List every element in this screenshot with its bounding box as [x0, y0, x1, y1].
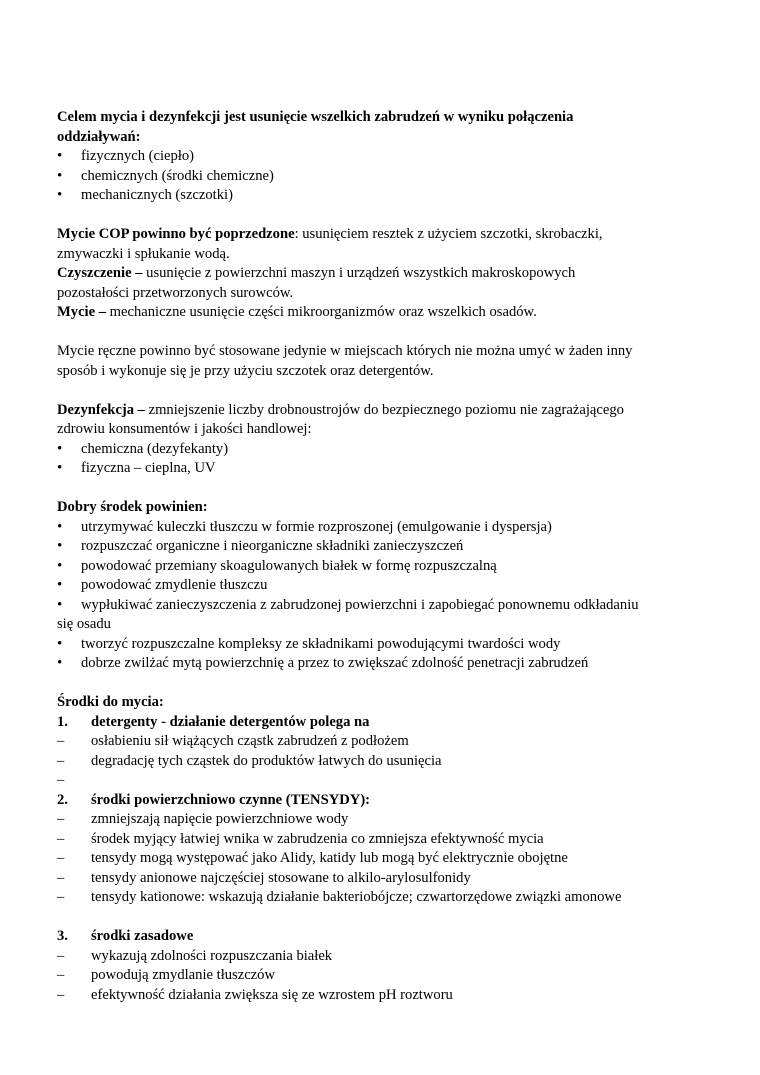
dash-item: – tensydy kationowe: wskazują działanie bakteriobójcze; czwartorzędowe związki amonowe — [57, 888, 709, 908]
numbered-heading — [57, 927, 709, 947]
dash-item: – degradację tych cząstek do produktów łatwych do usunięcia — [57, 752, 709, 772]
dobry-heading: Dobry środek powinien: — [57, 499, 208, 515]
dash-item: – zmniejszają napięcie powierzchniowe wody — [57, 810, 709, 830]
intro-heading-line1: Celem mycia i dezynfekcji jest usunięcie wszelkich zabrudzeń w wyniku połączenia — [57, 109, 574, 125]
czyszczenie-paragraph-line2: pozostałości przetworzonych surowców. — [57, 284, 294, 301]
document-body — [57, 108, 709, 1005]
mycie-term: Mycie – — [57, 304, 107, 320]
list-item: • utrzymywać kuleczki tłuszczu w formie rozproszonej (emulgowanie i dyspersja) — [57, 518, 709, 538]
mycie-definition: mechaniczne usunięcie części mikroorganizmów oraz wszelkich osadów. — [106, 304, 537, 320]
spacer — [57, 908, 709, 928]
dash-item: – efektywność działania zwiększa się ze wzrostem pH roztworu — [57, 986, 709, 1006]
list-item: • rozpuszczać organiczne i nieorganiczne składniki zanieczyszczeń — [57, 537, 709, 557]
dezynfekcja-definition: zmniejszenie liczby drobnoustrojów do bezpiecznego poziomu nie zagrażającego — [144, 401, 624, 418]
list-item: • mechanicznych (szczotki) — [57, 186, 709, 206]
czyszczenie-paragraph-line1 — [57, 264, 709, 284]
spacer — [57, 674, 709, 694]
dash-item: – tensydy mogą występować jako Alidy, katidy lub mogą być elektrycznie obojętne — [57, 849, 709, 869]
list-item: • powodować przemiany skoagulowanych białek w formę rozpuszczalną — [57, 557, 709, 577]
reczne-paragraph-line2: sposób i wykonuje się je przy użyciu szczotek oraz detergentów. — [57, 362, 434, 379]
cop-definition: : usunięciem resztek z użyciem szczotki, skrobaczki, — [294, 226, 603, 242]
heading-title: środki powierzchniowo czynne (TENSYDY): — [91, 791, 371, 808]
cop-paragraph-line1 — [57, 225, 709, 245]
list-item: • powodować zmydlenie tłuszczu — [57, 576, 709, 596]
dezynfekcja-paragraph-line2: zdrowiu konsumentów i jakości handlowej: — [57, 421, 312, 437]
numbered-heading — [57, 713, 709, 733]
cop-paragraph-line2: zmywaczki i spłukanie wodą. — [57, 245, 230, 262]
czyszczenie-definition: usunięcie z powierzchni maszyn i urządzeń wszystkich makroskopowych — [142, 265, 576, 281]
list-item-wrapped-line1: • wypłukiwać zanieczyszczenia z zabrudzonej powierzchni i zapobiegać ponownemu odkładaniu — [57, 596, 709, 616]
heading-number: 2. — [57, 791, 68, 808]
dash-item: – osłabieniu sił wiążących cząstk zabrudzeń z podłożem — [57, 732, 709, 752]
dezynfekcja-term: Dezynfekcja – — [57, 401, 145, 418]
list-item-wrapped-line2: się osadu — [57, 616, 111, 632]
list-item: • fizycznych (ciepło) — [57, 147, 709, 167]
cop-term: Mycie COP powinno być poprzedzone — [57, 226, 295, 242]
dash-item-empty — [57, 771, 709, 791]
list-item: • dobrze zwilżać mytą powierzchnię a przez to zwiększać zdolność penetracji zabrudzeń — [57, 654, 709, 674]
mycie-paragraph — [57, 303, 709, 323]
heading-number: 3. — [57, 928, 68, 944]
czyszczenie-term: Czyszczenie – — [57, 265, 143, 281]
dash-item: – powodują zmydlanie tłuszczów — [57, 966, 709, 986]
dash-item: – wykazują zdolności rozpuszczania białek — [57, 947, 709, 967]
srodki-heading: Środki do mycia: — [57, 694, 164, 710]
heading-number: 1. — [57, 713, 68, 730]
spacer — [57, 381, 709, 401]
heading-title: środki zasadowe — [91, 928, 194, 944]
numbered-heading — [57, 791, 709, 811]
list-item: • chemicznych (środki chemiczne) — [57, 167, 709, 187]
spacer — [57, 323, 709, 343]
dash-item: – środek myjący łatwiej wnika w zabrudzenia co zmniejsza efektywność mycia — [57, 830, 709, 850]
list-item: • tworzyć rozpuszczalne kompleksy ze składnikami powodującymi twardości wody — [57, 635, 709, 655]
dash-item: – tensydy anionowe najczęściej stosowane to alkilo-arylosulfonidy — [57, 869, 709, 889]
reczne-paragraph-line1: Mycie ręczne powinno być stosowane jedynie w miejscach których nie można umyć w żaden inny — [57, 343, 633, 359]
list-item: • fizyczna – cieplna, UV — [57, 459, 709, 479]
list-item: • chemiczna (dezyfekanty) — [57, 440, 709, 460]
spacer — [57, 479, 709, 499]
dezynfekcja-paragraph-line1 — [57, 401, 709, 421]
spacer — [57, 206, 709, 226]
intro-heading-line2: oddziaływań: — [57, 128, 141, 145]
heading-title: detergenty - działanie detergentów polega na — [91, 713, 370, 730]
